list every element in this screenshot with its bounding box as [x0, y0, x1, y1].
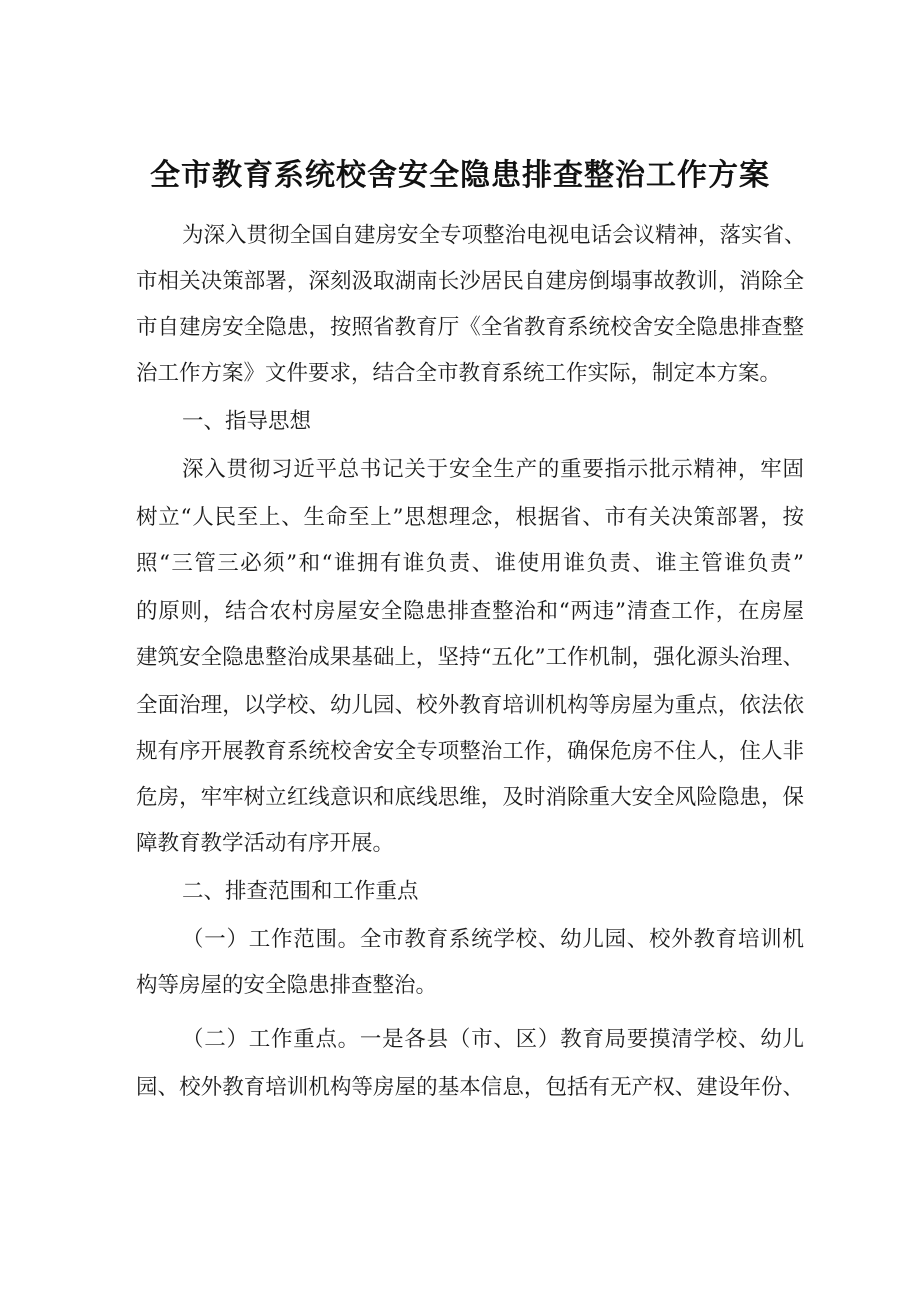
paragraph-line: 照“三管三必须”和“谁拥有谁负责、谁使用谁负责、谁主管谁负责” — [136, 551, 804, 576]
paragraph-line: （一）工作范围。全市教育系统学校、幼儿园、校外教育培训机 — [182, 927, 804, 952]
section-heading: 二、排查范围和工作重点 — [182, 879, 419, 904]
document-title: 全市教育系统校舍安全隐患排查整治工作方案 — [150, 158, 770, 193]
paragraph-line: 树立“人民至上、生命至上”思想理念，根据省、市有关决策部署，按 — [136, 505, 804, 530]
paragraph-line: 治工作方案》文件要求，结合全市教育系统工作实际，制定本方案。 — [136, 361, 782, 386]
paragraph-line: 全面治理，以学校、幼儿园、校外教育培训机构等房屋为重点，依法依 — [136, 693, 804, 718]
paragraph-line: 建筑安全隐患整治成果基础上，坚持“五化”工作机制，强化源头治理、 — [136, 645, 804, 670]
paragraph-line: 为深入贯彻全国自建房安全专项整治电视电话会议精神，落实省、 — [182, 223, 806, 248]
section-heading: 一、指导思想 — [182, 409, 312, 434]
paragraph-line: 的原则，结合农村房屋安全隐患排查整治和“两违”清查工作，在房屋 — [136, 599, 804, 624]
paragraph-line: 构等房屋的安全隐患排查整治。 — [136, 973, 438, 998]
paragraph-line: 规有序开展教育系统校舍安全专项整治工作，确保危房不住人，住人非 — [136, 739, 804, 764]
paragraph-line: 危房，牢牢树立红线意识和底线思维，及时消除重大安全风险隐患，保 — [136, 785, 804, 810]
paragraph-line: 深入贯彻习近平总书记关于安全生产的重要指示批示精神，牢固 — [182, 457, 804, 482]
paragraph-line: 市自建房安全隐患，按照省教育厅《全省教育系统校舍安全隐患排查整 — [136, 315, 804, 340]
paragraph-line: 市相关决策部署，深刻汲取湖南长沙居民自建房倒塌事故教训，消除全 — [136, 269, 804, 294]
paragraph-line: 障教育教学活动有序开展。 — [136, 831, 395, 856]
paragraph-line: 园、校外教育培训机构等房屋的基本信息，包括有无产权、建设年份、 — [136, 1075, 804, 1100]
paragraph-line: （二）工作重点。一是各县（市、区）教育局要摸清学校、幼儿 — [182, 1027, 804, 1052]
